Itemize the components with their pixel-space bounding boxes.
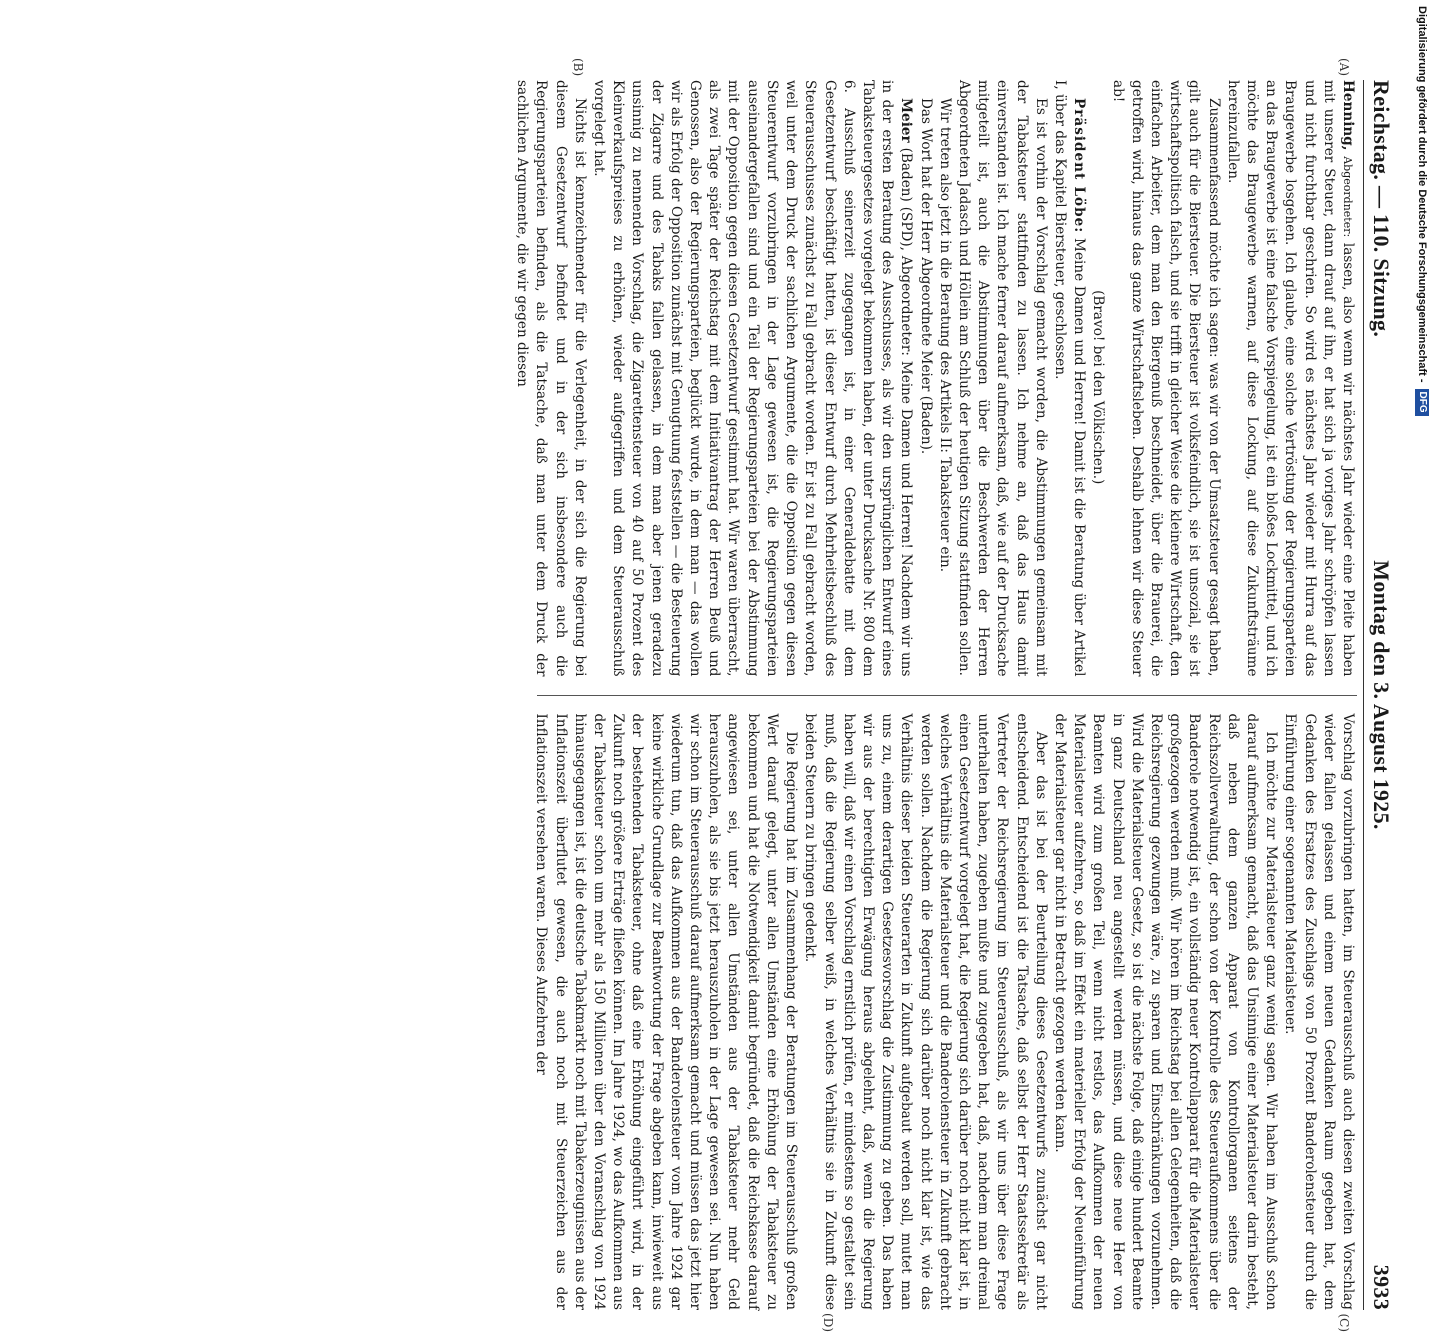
paragraph: Wir treten also jetzt in die Beratung des Artikels II: Tabaksteuer ein. <box>936 98 953 573</box>
paragraph: Vorschlag vorzubringen hatten, im Steuerausschuß auch diesen zweiten Vorschlag wieder fallen gelassen und einem neuen Gedanken Raum gegeben hat, dem Gedanken des Ersatzes des Zuschlags von 50 Prozent Banderolensteuer durch die Einführung einer sogenannten Materialsteuer. <box>1282 713 1356 1310</box>
speaker-name: Meier <box>898 98 915 143</box>
paragraph: Es ist vorhin der Vorschlag gemacht worden, die Abstimmungen gemeinsam mit der Tabaksteuer stattfinden zu lassen. Ich nehme an, daß das Haus damit einverstanden ist. Ich mache ferner darauf aufmerksam, daß, wie auf der Drucksache mitgeteilt ist, auch die Abstimmungen über die Beschwerden der Herren Abgeordneten Jadasch und Höllein am Schluß der heutigen Sitzung stattfinden sollen. <box>955 80 1049 677</box>
paragraph-text: (Baden) (SPD), Abgeordneter: Meine Damen und Herren! Nachdem wir uns in der ersten Beratung des Ausschusses, als wir den ursprünglichen Entwurf eines Tabaksteuergesetzes vorgelegt bekommen haben, der unter Drucksache Nr. 800 dem 6. Ausschuß seinerzeit zugegangen ist, in einer Generaldebatte mit dem Gesetzentwurf beschäftigt hatten, ist dieser Entwurf durch Mehrheitsbeschluß des Steuerausschusses zunächst zu Fall gebracht worden. Er ist zu Fall gebracht worden, weil unter dem Druck der sachlichen Argumente, die die Opposition gegen diesen Steuerentwurf vorzubringen in der Lage gewesen ist, die Regierungsparteien auseinandergefallen sind und ein Teil der Regierungsparteien bei der Abstimmung mit der Opposition gegen diesen Gesetzentwurf gestimmt hat. Wir waren überrascht, als zwei Tage später der Reichstag mit dem Initiativantrag der Herren Beuß und Genossen, also der Regierungsparteien, beglückt wurde, in dem man — das wollen wir als Erfolg der Opposition zunächst mit Genugtuung feststellen — die Besteuerung der Zigarre und des Tabaks fallen gelassen, in dem man aber jenen geradezu unsinnig zu nennenden Vorschlag, die Zigarettensteuer von 40 auf 50 Prozent des Kleinverkaufspreises zu erhöhen, wieder aufgegriffen und dem Steuerausschuß vorgelegt hat. <box>591 80 915 677</box>
paragraph-text: Meine Damen und Herren! Damit ist die Beratung über Artikel I, über das Kapitel Biersteuer, geschlossen. <box>1051 80 1088 677</box>
column-divider <box>537 695 1357 696</box>
dfg-note-text: Digitalisierung gefördert durch die Deutsche Forschungsgemeinschaft - <box>1416 6 1428 383</box>
paragraph: Nichts ist kennzeichnender für die Verlegenheit, in der sich die Regierung bei diesem Gesetzentwurf befindet und in der sich insbesondere auch die Regierungsparteien befinden, als die Tatsache, daß man unter dem Druck der sachlichen Argumente, die wir gegen diesen <box>514 80 588 677</box>
header-page-number: 3933 <box>1369 1264 1394 1310</box>
speaker-name: Henning, <box>1340 80 1356 151</box>
text-columns <box>514 58 1357 1332</box>
paragraph-text: lassen, also wenn wir nächstes Jahr wieder eine Pleite haben mit unserer Steuer, dann drauf auf ihn, er hat sich ja voriges Jahr schröpfen lassen und nicht furchtbar geschrien. So wird es nächstes Jahr wieder mit Hurra auf das Braugewerbe losgehen. Ich glaube, eine solche Vertröstung der Regierungsparteien an das Braugewerbe ist eine falsche Vorspiegelung, ist ein bloßes Lockmittel, und ich möchte das Braugewerbe warnen, auf diese Lockung, auf diese Zukunftsträume hereinzufallen. <box>1224 80 1356 677</box>
page-content <box>514 50 1400 1340</box>
dfg-funding-note <box>1414 6 1430 996</box>
margin-marker-a: (A) <box>1337 58 1351 77</box>
speaker-name: Präsident Löbe: <box>1071 98 1088 234</box>
paragraph <box>1050 80 1088 677</box>
dfg-note-text-wrap <box>1414 6 1430 996</box>
speaker-affiliation: Abgeordneter: <box>1341 156 1354 238</box>
margin-marker-c: (C) <box>1337 1313 1351 1332</box>
header-session: Reichstag. — 110. Sitzung. <box>1369 80 1394 338</box>
paragraph: Ich möchte zur Materialsteuer ganz wenig sagen. Wir haben im Ausschuß schon darauf aufmerksam gemacht, daß das Unsinnige einer Materialsteuer darin besteht, daß neben dem ganzen Apparat von Kontrollorganen seitens der Reichszollverwaltung, der schon von der Kontrolle des Steueraufkommens über die Banderole notwendig ist, ein vollständig neuer Kontrollapparat für die Materialsteuer großgezogen werden muß. Wir hören im Reichstag bei allen Gelegenheiten, daß die Reichsregierung gezwungen wäre, zu sparen und Einschränkungen vorzunehmen. Wird die Materialsteuer Gesetz, so ist die nächste Folge, daß einige hundert Beamte in ganz Deutschland neu angestellt werden müssen, und diese neue Heer von Beamten wird zum großen Teil, wenn nicht restlos, das Aufkommen der neuen Materialsteuer aufzehren, so daß im Effekt ein materieller Erfolg der Neueinführung der Materialsteuer gar nicht in Betracht gezogen werden kann. <box>1051 713 1280 1310</box>
header-date: Montag den 3. August 1925. <box>1369 560 1394 830</box>
paragraph <box>1223 80 1357 677</box>
left-column <box>514 58 1357 677</box>
dfg-logo: DFG <box>1415 389 1429 416</box>
paragraph: Das Wort hat der Herr Abgeordnete Meier (Baden). <box>917 98 934 455</box>
paragraph: Aber das ist bei der Beurteilung dieses Gesetzentwurfs zunächst gar nicht entscheidend. Entscheidend ist die Tatsache, daß selbst der Herr Staatssekretär als Vertreter der Reichsregierung im Steuerausschuß, als wir uns über diese Frage unterhalten haben, zugeben mußte und zugegeben hat, daß, nachdem man dreimal einen Gesetzentwurf vorgelegt hat, die Regierung sich darüber noch nicht klar ist, in welches Verhältnis die Materialsteuer und die Banderolensteuer in Zukunft gebracht werden sollen. Nachdem die Regierung sich darüber noch nicht klar ist, wie das Verhältnis dieser beiden Steuerarten in Zukunft aufgebaut werden soll, mutet man uns zu, einem derartigen Gesetzesvorschlag die Zustimmung zu geben. Das haben wir aus der berechtigten Erwägung heraus abgelehnt, daß, wenn die Regierung haben will, daß wir einen Vorschlag ernstlich prüfen, er mindestens so gestaltet sein muß, daß die Regierung selber weiß, in welches Verhältnis sie in Zukunft diese beiden Steuern zu bringen gedenkt. <box>802 713 1049 1310</box>
paragraph: Die Regierung hat im Zusammenhang der Beratungen im Steuerausschuß großen Wert darauf gelegt, unter allen Umständen eine Erhöhung der Tabaksteuer zu bekommen und hat die Notwendigkeit damit begründet, daß die Reichskasse darauf angewiesen sei, unter allen Umständen aus der Tabaksteuer mehr Geld herauszuholen, als sie bis jetzt herauszuholen in der Lage gewesen sei. Nun haben wir schon im Steuerausschuß darauf aufmerksam gemacht und müssen das jetzt hier wiederum tun, daß das Aufkommen aus der Banderolensteuer vom Jahre 1924 gar keine wirkliche Grundlage zur Beantwortung der Frage abgeben kann, inwieweit aus der bestehenden Tabaksteuer, ohne daß eine Erhöhung eingeführt wird, in der Zukunft noch größere Erträge fließen können. Im Jahre 1924, wo das Aufkommen aus der Tabaksteuer schon um mehr als 150 Millionen über den Voranschlag von 1924 hinausgegangen ist, ist die deutsche Tabakmarkt noch mit Tabakerzeugnissen aus der Inflationszeit überflutet gewesen, die auch noch mit Steuerzeichen aus der Inflationszeit versehen waren. Dieses Aufzehren der <box>533 713 800 1310</box>
page-header <box>1363 80 1394 1310</box>
margin-marker-b: (B) <box>571 58 585 77</box>
scanned-page <box>514 50 1400 1340</box>
applause-note: (Bravo! bei den Völkischen.) <box>1090 290 1107 485</box>
margin-marker-d: (D) <box>821 1313 835 1332</box>
right-column <box>533 713 1357 1332</box>
paragraph: Zusammenfassend möchte ich sagen: was wir von der Umsatzsteuer gesagt haben, gilt auch für die Biersteuer. Die Biersteuer ist volksfeindlich, sie ist unsozial, sie ist wirtschaftspolitisch falsch, und sie trifft in gleicher Weise die kleinere Wirtschaft, den einfachen Arbeiter, dem man den Biergenuß beschneidet, über die Brauerei, die getroffen wird, hinaus das ganze Wirtschaftsleben. Deshalb lehnen wir diese Steuer ab! <box>1109 80 1222 677</box>
paragraph <box>589 80 915 677</box>
